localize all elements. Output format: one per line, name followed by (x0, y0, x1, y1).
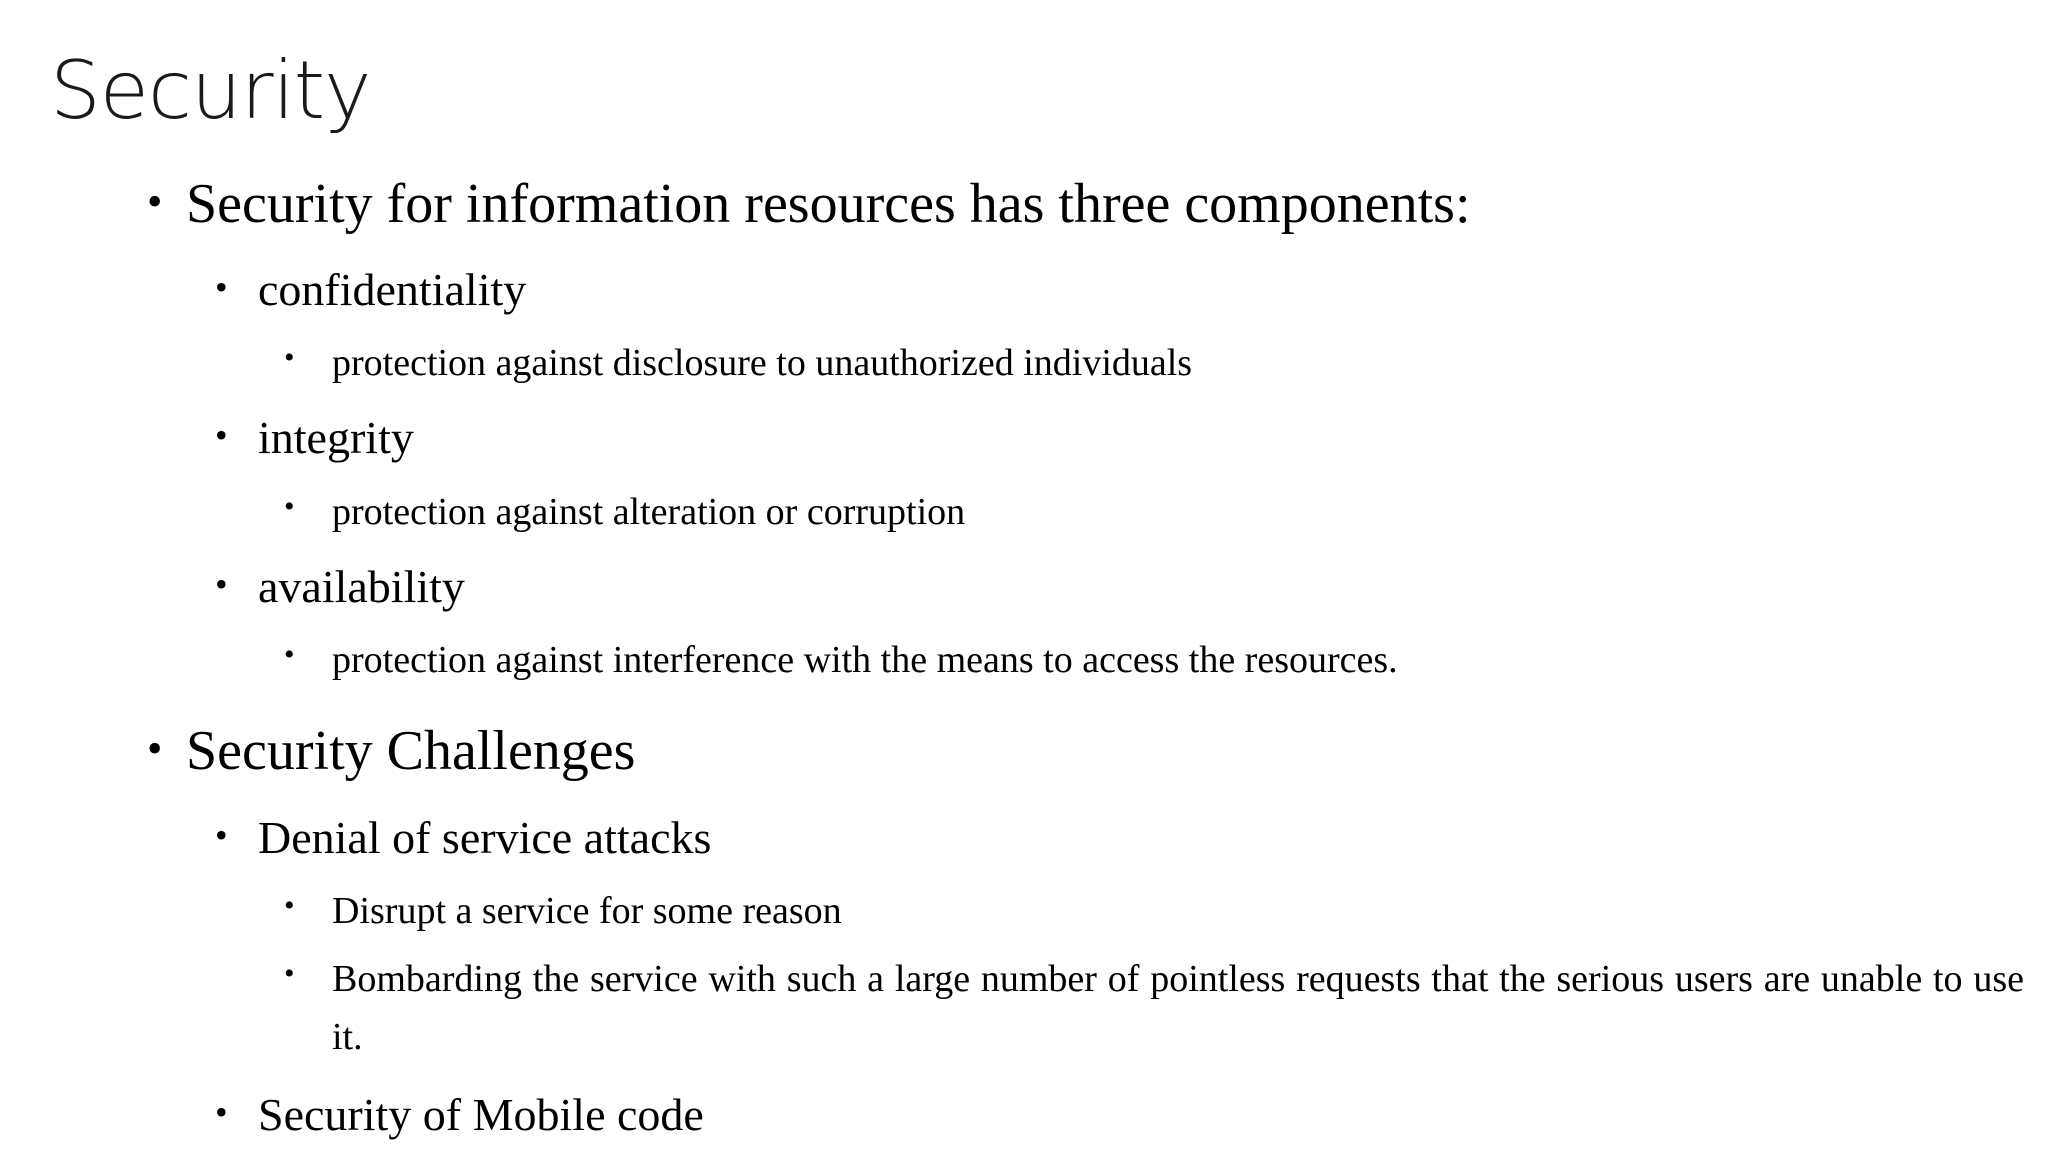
bullet-dot: • (147, 724, 163, 773)
bullet-dot: • (284, 490, 295, 523)
bullet-level2: Denial of service attacks (258, 812, 712, 863)
slide-title: Security (50, 44, 371, 137)
bullet-level3: Disrupt a service for some reason (332, 890, 842, 932)
bullet-level2: confidentiality (258, 264, 527, 315)
bullet-dot: • (215, 267, 228, 307)
bullet-level2: availability (258, 561, 465, 612)
bullet-level2: Security of Mobile code (258, 1089, 704, 1140)
bullet-level3: protection against alteration or corruption (332, 491, 966, 533)
bullet-dot: • (284, 638, 295, 671)
bullet-level3: Bombarding the service with such a large number of pointless requests that the serious users are unable to use it. (332, 958, 2024, 1058)
bullet-level1: Security for information resources has three components: (186, 173, 1471, 235)
bullet-dot: • (215, 415, 228, 455)
bullet-dot: • (284, 341, 295, 374)
bullet-level2: integrity (258, 412, 414, 463)
bullet-dot: • (215, 564, 228, 604)
bullet-dot: • (284, 889, 295, 922)
bullet-level3: protection against interference with the means to access the resources. (332, 639, 1398, 681)
bullet-level1: Security Challenges (186, 720, 636, 782)
bullet-dot: • (147, 177, 163, 226)
bullet-level3: protection against disclosure to unauthorized individuals (332, 342, 1193, 384)
bullet-dot: • (215, 1092, 228, 1132)
bullet-dot: • (284, 957, 295, 990)
bullet-dot: • (215, 815, 228, 855)
